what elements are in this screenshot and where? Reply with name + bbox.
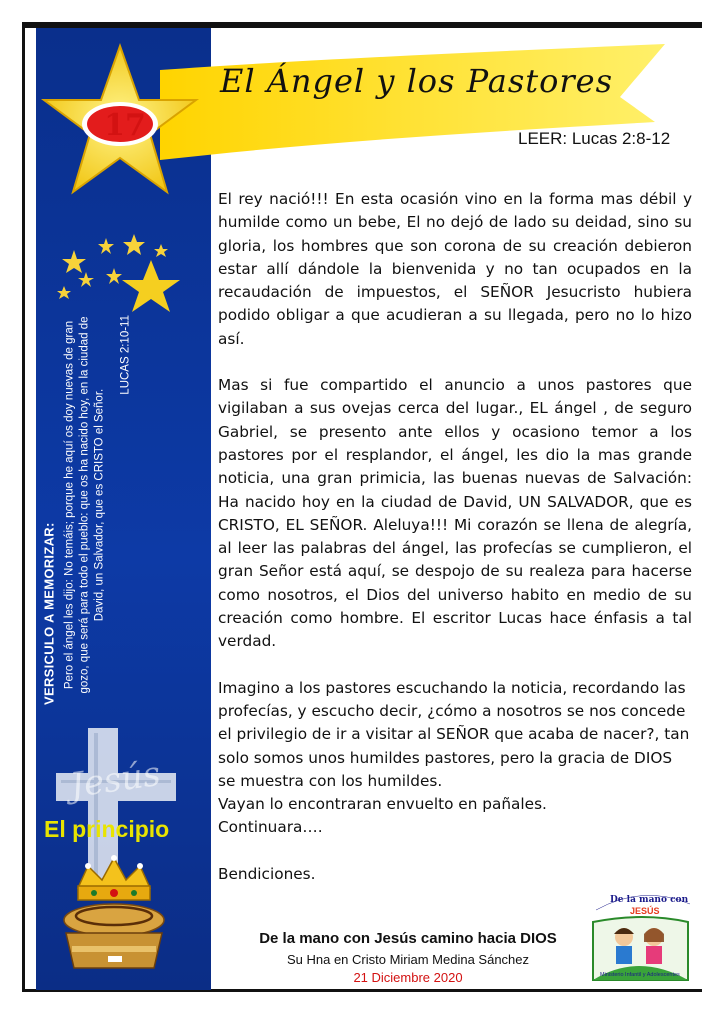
paragraph-line: Continuara…. bbox=[218, 818, 323, 837]
footer-title: De la mano con Jesús camino hacia DIOS bbox=[259, 930, 557, 947]
paragraph: Imagino a los pastores escuchando la noticia, recordando las profecías, y escucho decir, ¿cómo a nosotros se nos concede el privilegio de ir a visitar al SEÑOR que acaba de nacer?, tan solo somos unos humildes pastores, pero la gracia de DIOS se muestra con los humildes. bbox=[218, 678, 690, 790]
lesson-number: 17 bbox=[104, 107, 146, 143]
logo-bottom-text: Ministerio Infantil y Adolescentes bbox=[600, 972, 680, 978]
logo-top-text: De la mano con bbox=[610, 895, 689, 905]
devotional-body bbox=[218, 188, 692, 909]
tagline: El principio bbox=[44, 816, 170, 842]
paragraph: Mas si fue compartido el anuncio a unos pastores que vigilaban a sus ovejas cerca del lugar., EL ángel , de seguro Gabriel, se presento ante ellos y ocasiono temor a los pastores por el resplandor, el ángel, les dio la mas grande noticia, una gran primicia, las buenas nuevas de Salvación: Ha nacido hoy en la ciudad de David, UN SALVADOR, que es CRISTO, EL SEÑOR. Aleluya!!! Mi corazón se llena de alegría, al leer las palabras del ángel, las profecías se cumplieron, el gran Señor está aquí, se despojo de su realeza para hacerse como nosotros, el Dios del universo habito en medio de su creación como hombre. El escritor Lucas hace énfasis a tal verdad. bbox=[218, 376, 692, 651]
jesus-script-logo: Jesús bbox=[67, 753, 163, 807]
paragraph-line: Vayan lo encontraran envuelto en pañales. bbox=[218, 795, 547, 814]
memory-verse-reference: LUCAS 2:10-11 bbox=[119, 315, 131, 395]
closing-line: Bendiciones. bbox=[218, 864, 316, 883]
footer-author: Su Hna en Cristo Miriam Medina Sánchez bbox=[286, 952, 530, 967]
paragraph: El rey nació!!! En esta ocasión vino en la forma mas débil y humilde como un bebe, El no dejó de lado su deidad, sino su gloria, los hombres que son corona de su creación debieron estar allí dándole la bienvenida y no tan ocupados en la recaudación de impuestos, el SEÑOR Jesucristo hubiera podido obligar a que acudieran a su llegada, pero no lo hizo así. bbox=[218, 190, 692, 348]
memory-verse-text: Pero el ángel les dijo: No temáis; porque he aquí os doy nuevas de gran gozo, que será para todo el pueblo: que os ha nacido hoy, en la ciudad de David, un Salvador, que es CRISTO el Señor. bbox=[63, 316, 105, 694]
reading-reference: LEER: Lucas 2:8-12 bbox=[518, 129, 671, 148]
footer-date: 21 Diciembre 2020 bbox=[353, 970, 463, 985]
page-title: El Ángel y los Pastores bbox=[220, 62, 614, 100]
manger-icon bbox=[64, 904, 164, 968]
logo-jesus-text: JESÚS bbox=[630, 906, 660, 916]
memory-verse-heading: VERSICULO A MEMORIZAR: bbox=[41, 522, 56, 705]
ministry-logo bbox=[588, 882, 698, 986]
memory-verse-block bbox=[36, 295, 211, 715]
